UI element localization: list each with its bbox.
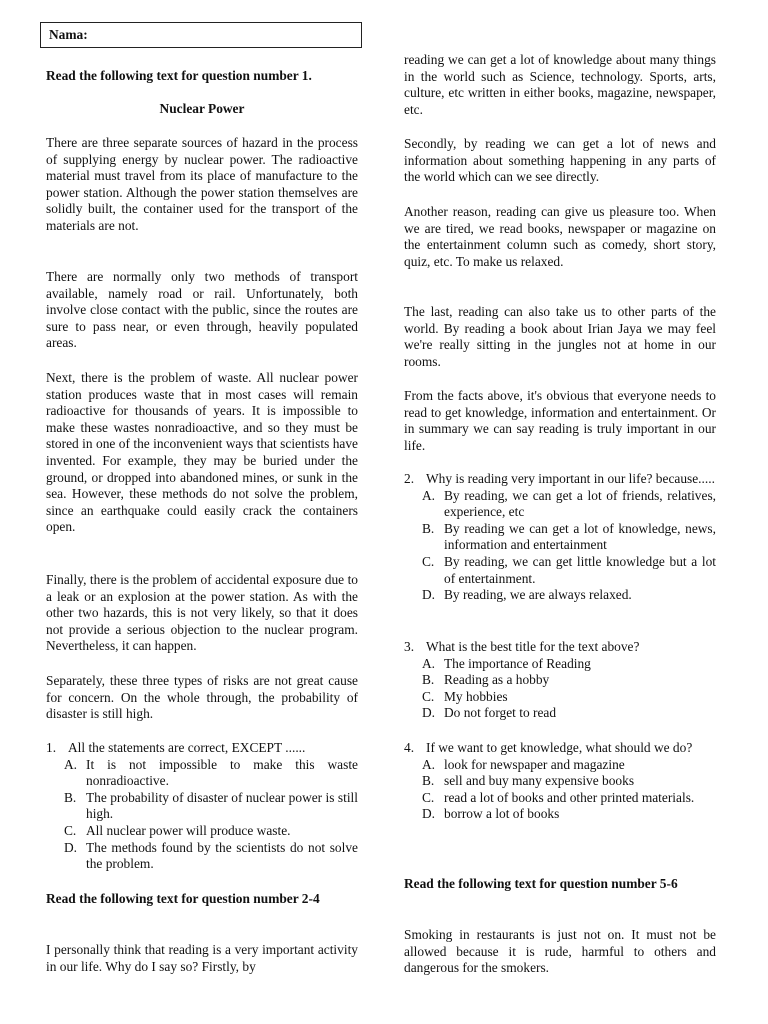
option-letter: A. [422, 487, 436, 503]
option-b[interactable] [64, 790, 358, 823]
reading-paragraph-1: reading we can get a lot of knowledge about many things in the world such as Science, technology. Sports, arts, culture, etc written in either books, magazine, newspaper, etc. [404, 52, 716, 117]
option-b[interactable] [422, 521, 716, 554]
reading-paragraph-5: From the facts above, it's obvious that everyone needs to read to get knowledge, information and entertainment. Or in summary we can say reading is truly important in our life. [404, 388, 716, 453]
option-a[interactable] [422, 757, 716, 774]
nuclear-paragraph-3: Next, there is the problem of waste. All nuclear power station produces waste that in most cases will remain radioactive for thousands of years. It is impossible to make these wastes nonradioactive, and so they must be stored in one of the inconvenient ways that scientists have invented. For example, they may be buried under the ground, or dropped into abandoned mines, or sunk in the sea. However, these methods do not solve the problem, since an earthquake could easily crack the containers open. [46, 370, 358, 535]
option-d[interactable] [422, 587, 716, 604]
question-number: 2. [404, 471, 415, 486]
option-b[interactable] [422, 773, 716, 790]
question-3 [404, 639, 716, 722]
question-number: 3. [404, 639, 415, 654]
option-text: By reading we can get a lot of knowledge, news, information and entertainment [444, 520, 716, 553]
question-text: What is the best title for the text above? [426, 639, 640, 654]
nuclear-paragraph-2: There are normally only two methods of transport available, namely road or rail. Unfortunately, both involve close contact with the public, since the routes are sure to pass near, or even through, heavily populated areas. [46, 269, 358, 351]
question-2 [404, 471, 716, 604]
nuclear-paragraph-5: Separately, these three types of risks are not great cause for concern. On the whole through, the probability of disaster is still high. [46, 673, 358, 722]
option-letter: C. [422, 688, 435, 704]
name-label: Nama: [49, 27, 88, 42]
option-letter: C. [422, 789, 435, 805]
instruction-question-1: Read the following text for question number 1. [46, 68, 312, 83]
option-text: read a lot of books and other printed materials. [444, 789, 695, 805]
option-a[interactable] [422, 656, 716, 673]
option-text: borrow a lot of books [444, 806, 560, 822]
instruction-question-2-4: Read the following text for question number 2-4 [46, 891, 320, 906]
question-text: All the statements are correct, EXCEPT ...... [68, 740, 306, 755]
question-text: Why is reading very important in our life? because..... [426, 471, 715, 486]
option-a[interactable] [64, 757, 358, 790]
option-d[interactable] [422, 705, 716, 722]
question-1 [46, 740, 358, 873]
option-text: My hobbies [444, 688, 508, 704]
option-text: The methods found by the scientists do not solve the problem. [86, 839, 358, 872]
name-field[interactable] [40, 22, 362, 48]
option-letter: B. [64, 789, 77, 805]
option-b[interactable] [422, 672, 716, 689]
option-letter: D. [64, 839, 78, 855]
reading-intro-paragraph: I personally think that reading is a very important activity in our life. Why do I say so? Firstly, by [46, 942, 358, 974]
option-text: Do not forget to read [444, 705, 557, 721]
option-c[interactable] [64, 823, 358, 840]
option-d[interactable] [422, 806, 716, 823]
option-text: It is not impossible to make this waste nonradioactive. [86, 756, 358, 789]
passage-title: Nuclear Power [159, 101, 245, 116]
option-text: The probability of disaster of nuclear power is still high. [86, 789, 358, 822]
nuclear-paragraph-4: Finally, there is the problem of accidental exposure due to a leak or an explosion at the power station. As with the other two hazards, this is not very likely, so that it does not provide a serious objection to the nuclear program. Nevertheless, it can happen. [46, 572, 358, 654]
option-letter: C. [422, 553, 435, 569]
option-letter: A. [422, 756, 436, 772]
option-text: By reading, we can get a lot of friends, relatives, experience, etc [444, 487, 716, 520]
option-text: By reading, we can get little knowledge but a lot of entertainment. [444, 553, 716, 586]
option-letter: D. [422, 587, 436, 603]
reading-paragraph-3: Another reason, reading can give us pleasure too. When we are tired, we read books, newspaper or magazine on the entertainment column such as comedy, short story, quiz, etc. To make us relaxed. [404, 204, 716, 269]
option-a[interactable] [422, 488, 716, 521]
option-d[interactable] [64, 840, 358, 873]
option-letter: A. [422, 655, 436, 671]
instruction-question-5-6: Read the following text for question number 5-6 [404, 876, 678, 891]
option-text: By reading, we are always relaxed. [444, 587, 632, 603]
question-number: 1. [46, 740, 57, 755]
option-letter: B. [422, 520, 435, 536]
smoking-paragraph: Smoking in restaurants is just not on. It must not be allowed because it is rude, harmful to others and dangerous for the smokers. [404, 927, 716, 976]
option-text: sell and buy many expensive books [444, 773, 635, 789]
question-number: 4. [404, 740, 415, 755]
option-text: look for newspaper and magazine [444, 756, 625, 772]
question-4 [404, 740, 716, 823]
nuclear-paragraph-1: There are three separate sources of hazard in the process of supplying energy by nuclear power. The radioactive material must travel from its place of manufacture to the power station. Although the power station themselves are solidly built, the container used for the transport of the materials are not. [46, 135, 358, 233]
option-letter: A. [64, 756, 78, 772]
option-letter: B. [422, 672, 435, 688]
option-c[interactable] [422, 554, 716, 587]
reading-paragraph-4: The last, reading can also take us to other parts of the world. By reading a book about Irian Jaya we may feel we're really sitting in the jungles not at home in our rooms. [404, 304, 716, 369]
option-c[interactable] [422, 689, 716, 706]
option-letter: D. [422, 806, 436, 822]
option-c[interactable] [422, 790, 716, 807]
option-letter: B. [422, 773, 435, 789]
option-letter: D. [422, 705, 436, 721]
option-letter: C. [64, 822, 77, 838]
question-text: If we want to get knowledge, what should we do? [426, 740, 693, 755]
option-text: The importance of Reading [444, 655, 591, 671]
reading-paragraph-2: Secondly, by reading we can get a lot of news and information about something happening in any parts of the world which can we see directly. [404, 136, 716, 185]
option-text: Reading as a hobby [444, 672, 550, 688]
option-text: All nuclear power will produce waste. [86, 822, 291, 838]
